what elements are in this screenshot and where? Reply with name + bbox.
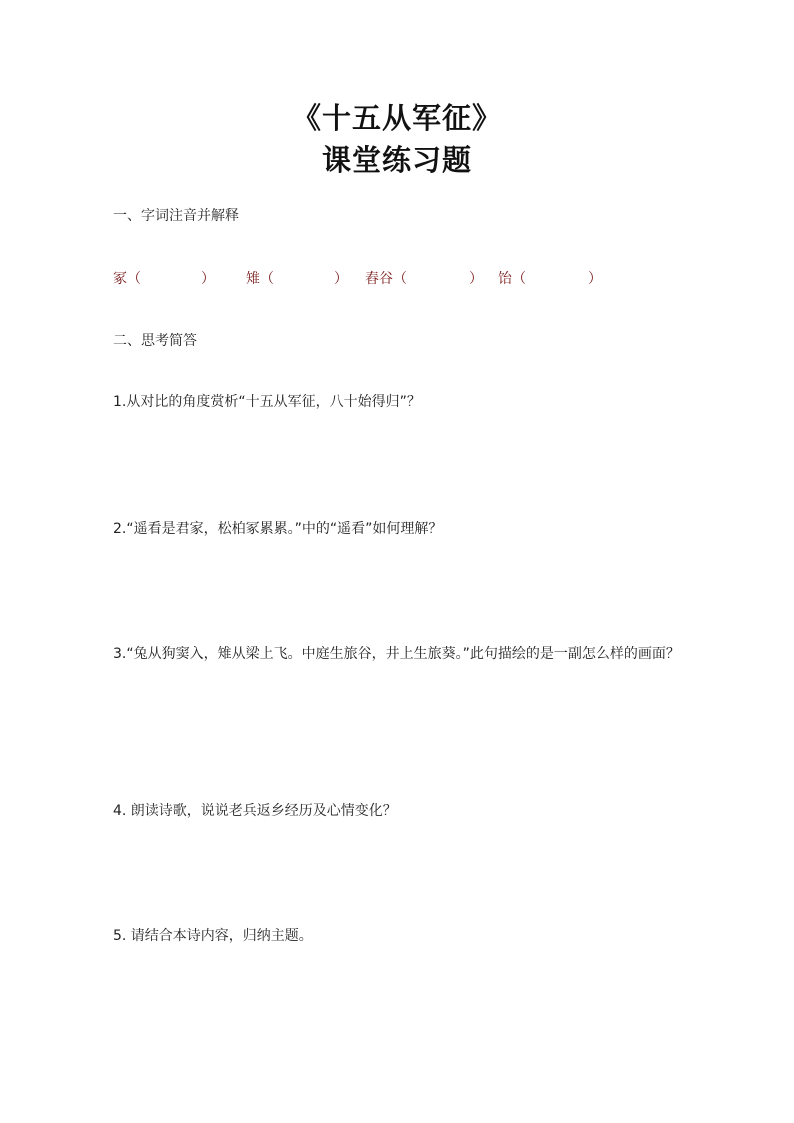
close-paren: ）: [201, 271, 215, 287]
vocab-item: [113, 269, 215, 289]
open-paren: （: [260, 271, 274, 287]
vocab-item: [498, 269, 602, 289]
question-2: 2.“遥看是君家，松柏冢累累。”中的“遥看”如何理解？: [113, 521, 443, 537]
section-heading-vocabulary: 一、字词注音并解释: [113, 208, 239, 224]
open-paren: （: [127, 271, 141, 287]
vocab-word: 雉: [246, 271, 260, 287]
close-paren: ）: [588, 271, 602, 287]
question-1: 1.从对比的角度赏析“十五从军征，八十始得归”？: [113, 394, 421, 410]
close-paren: ）: [334, 271, 348, 287]
close-paren: ）: [469, 271, 483, 287]
question-3: 3.“兔从狗窦入，雉从梁上飞。中庭生旅谷，井上生旅葵。”此句描绘的是一副怎么样的画面？: [113, 646, 680, 662]
vocab-word: 舂谷: [365, 271, 393, 287]
vocab-item: [365, 269, 483, 289]
vocabulary-row: [113, 269, 673, 289]
vocab-word: 冢: [113, 271, 127, 287]
question-5: 5. 请结合本诗内容，归纳主题。: [113, 928, 313, 944]
open-paren: （: [393, 271, 407, 287]
vocab-word: 饴: [498, 271, 512, 287]
question-4: 4. 朗读诗歌，说说老兵返乡经历及心情变化？: [113, 803, 397, 819]
page-title: 《十五从军征》: [291, 101, 502, 135]
page-subtitle: 课堂练习题: [321, 143, 472, 177]
open-paren: （: [512, 271, 526, 287]
section-heading-questions: 二、思考简答: [113, 333, 197, 349]
vocab-item: [246, 269, 348, 289]
